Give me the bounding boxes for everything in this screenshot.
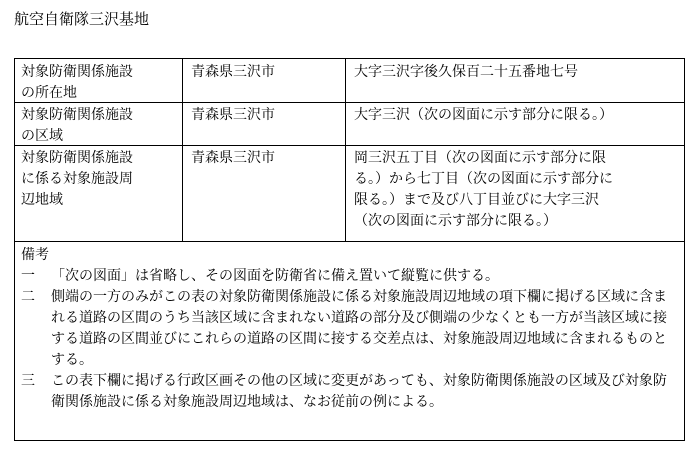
row-place: 青森県三沢市 (183, 59, 346, 102)
table-row (15, 145, 684, 242)
row-detail: 岡三沢五丁目（次の図面に示す部分に限 る。）から七丁目（次の図面に示す部分に 限る。）まで及び八丁目並びに大字三沢 （次の図面に示す部分に限る。） (354, 150, 613, 229)
note-number: 二 (21, 289, 35, 305)
table-row (15, 59, 684, 103)
note-number: 一 (21, 268, 35, 284)
table-row (15, 102, 684, 146)
row-detail: 大字三沢字後久保百二十五番地七号 (354, 64, 578, 80)
row-label: 対象防衛関係施設 の所在地 (15, 59, 183, 102)
note-item (21, 287, 678, 371)
page-title: 航空自衛隊三沢基地 (14, 10, 150, 28)
note-text: 「次の図面」は省略し、その図面を防衛省に備え置いて縦覧に供する。 (51, 268, 499, 284)
row-label: 対象防衛関係施設 の区域 (15, 102, 183, 145)
row-detail: 大字三沢（次の図面に示す部分に限る。） (354, 107, 613, 123)
note-number: 三 (21, 373, 35, 389)
row-place: 青森県三沢市 (183, 102, 346, 145)
note-item (21, 371, 678, 413)
facility-table (14, 58, 685, 441)
notes-heading: 備考 (21, 247, 49, 263)
note-text: この表下欄に掲げる行政区画その他の区域に変更があっても、対象防衛関係施設の区域及び対象防衛関係施設に係る対象施設周辺地域は、なお従前の例による。 (51, 373, 667, 410)
note-text: 側端の一方のみがこの表の対象防衛関係施設に係る対象施設周辺地域の項下欄に掲げる区域に含まれる道路の区間のうち当該区域に含まれない道路の部分及び側端の少なくとも一方が当該区域に接する道路の区間並びにこれらの道路の区間に接する交差点は、対象施設周辺地域に含まれるものとする。 (51, 289, 667, 368)
row-label: 対象防衛関係施設 に係る対象施設周 辺地域 (15, 145, 183, 241)
notes-section (15, 241, 684, 440)
row-place: 青森県三沢市 (183, 145, 346, 241)
note-item (21, 266, 678, 287)
